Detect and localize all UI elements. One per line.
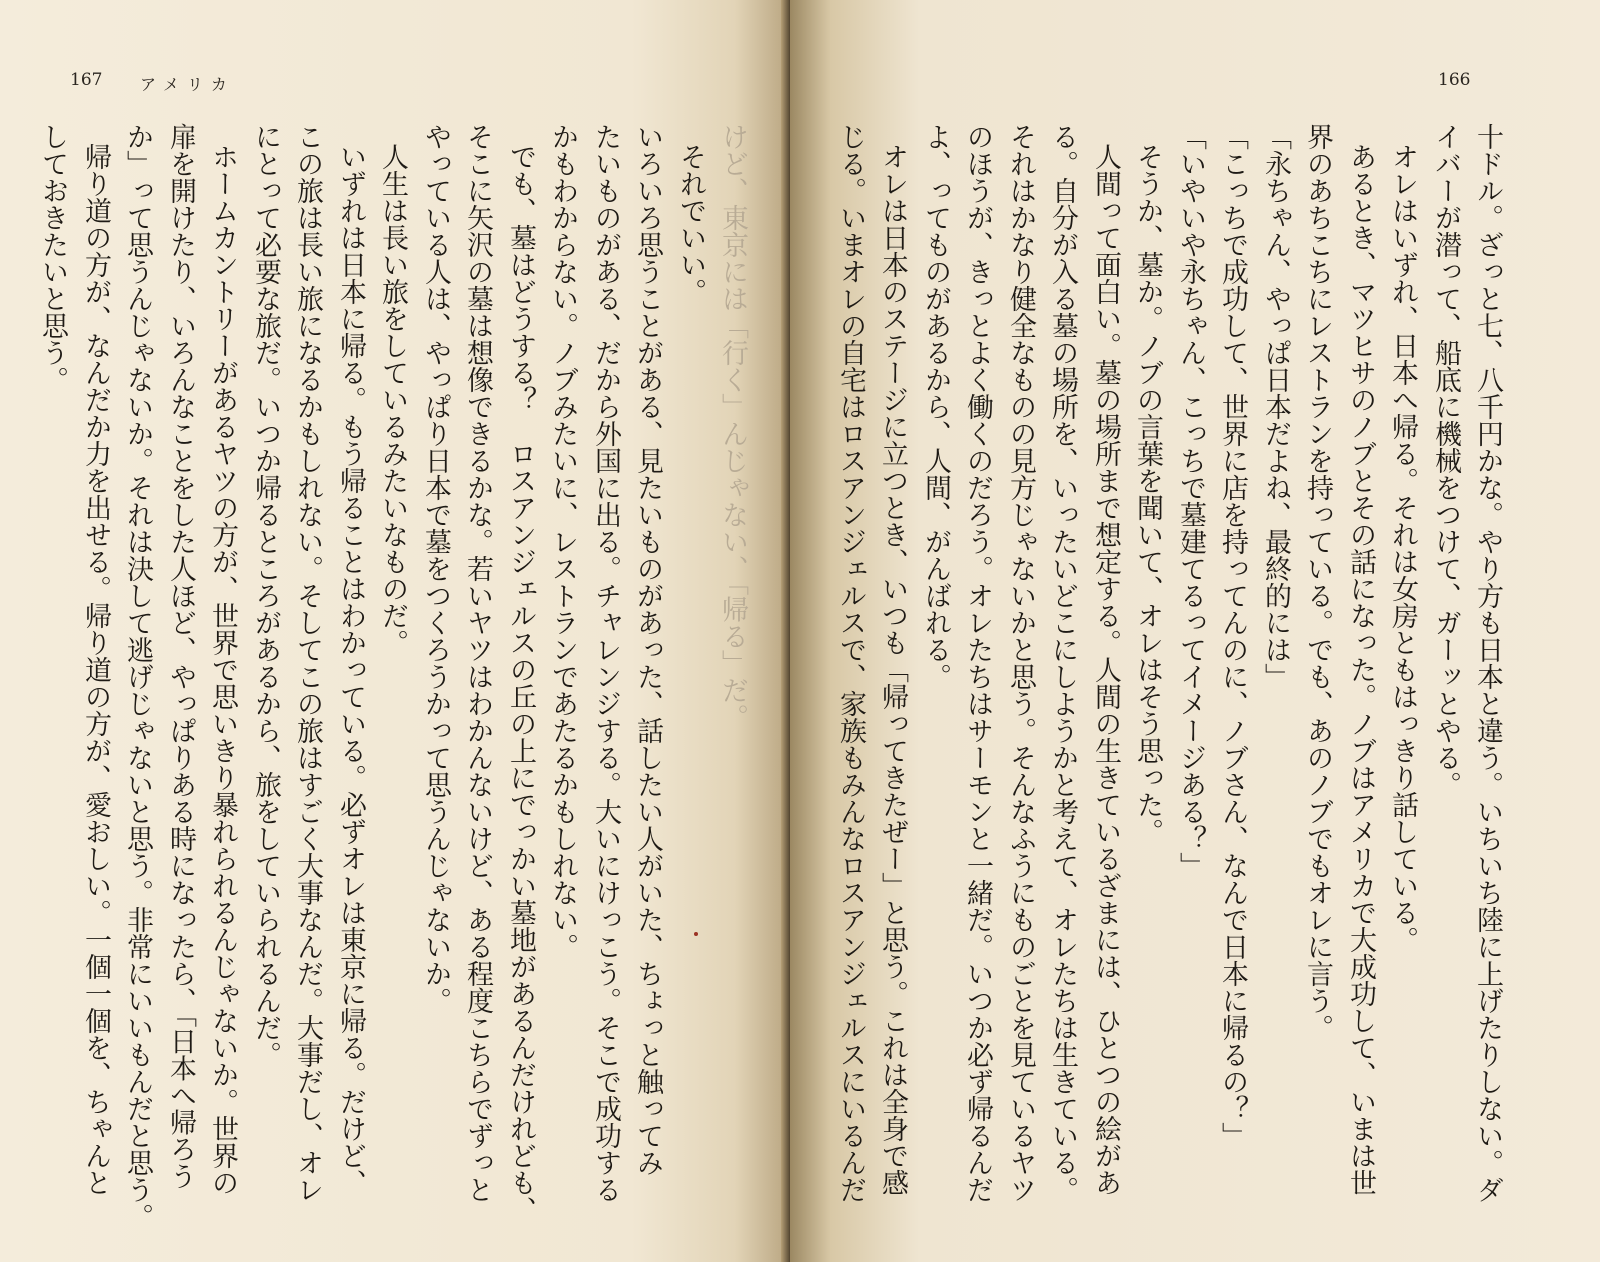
text-column: けど、東京には「行く」んじゃない、「帰る」だ。 [717,123,748,731]
text-column: いろいろ思うことがある、見たいものがあった、話したい人がいた、ちょっと触ってみ [632,123,663,1176]
text-column: あるとき、マツヒサのノブとその話になった。ノブはアメリカで大成功して、いまは世 [1345,143,1376,1196]
text-column: やっている人は、やっぱり日本で墓をつくろうかって思うんじゃないか。 [420,123,451,1014]
text-column: イバーが潜って、船底に機械をつけて、ガーッとやる。 [1430,123,1461,798]
text-column: 界のあちこちにレストランを持っている。でも、あのノブでもオレに言う。 [1302,123,1333,1041]
text-column: 帰り道の方が、なんだか力を出せる。帰り道の方が、愛おしい。一個一個を、ちゃんと [80,143,111,1196]
page-number: 166 [1438,70,1471,90]
text-column: この旅は長い旅になるかもしれない。そしてこの旅はすごく大事なんだ。大事だし、オレ [292,123,323,1203]
ink-speck [694,932,698,936]
text-column: 十ドル。ざっと七、八千円かな。やり方も日本と違う。いちいち陸に上げたりしない。ダ [1472,123,1503,1203]
text-column: ホームカントリーがあるヤツの方が、世界で思いきり暴れられるんじゃないか。世界の [207,143,238,1196]
text-column: そうか、墓か。ノブの言葉を聞いて、オレはそう思った。 [1132,143,1163,845]
text-column: オレはいずれ、日本へ帰る。それは女房ともはっきり話している。 [1387,143,1418,953]
text-column: でも、墓はどうする？ ロスアンジェルスの丘の上にでっかい墓地があるんだけれども、 [505,143,536,1223]
text-column: にとって必要な旅だ。いつか帰るところがあるから、旅をしていられるんだ。 [250,123,281,1068]
text-column: じる。いまオレの自宅はロスアンジェルスで、家族もみんなロスアンジェルスにいるんだ [835,123,866,1203]
text-column: か」って思うんじゃないか。それは決して逃げじゃないと思う。非常にいいもんだと思う。 [122,123,153,1230]
text-column: る。自分が入る墓の場所を、いったいどこにしようかと考えて、オレたちは生きている。 [1047,123,1078,1203]
text-column: いずれは日本に帰る。もう帰ることはわかっている。必ずオレは東京に帰る。だけど、 [335,143,366,1196]
text-column: そこに矢沢の墓は想像できるかな。若いヤツはわかんないけど、ある程度こちらでずっと [462,123,493,1203]
text-column: それでいい。 [675,143,706,305]
text-column: しておきたいと思う。 [37,123,68,393]
running-head: アメリカ [140,75,235,94]
left-page [0,0,790,1262]
text-column: たいものがある、だから外国に出る。チャレンジする。大いにけっこう。そこで成功する [590,123,621,1203]
right-page [790,0,1600,1262]
text-column: それはかなり健全なものの見方じゃないかと思う。そんなふうにものごとを見ているヤツ [1005,123,1036,1203]
text-column: 「いやいや永ちゃん、こっちで墓建てるってイメージある？」 [1175,123,1206,879]
text-column: 「こっちで成功して、世界に店を持ってんのに、ノブさん、なんで日本に帰るの？」 [1217,123,1248,1149]
text-column: かもわからない。ノブみたいに、レストランであたるかもしれない。 [547,123,578,960]
page-number: 167 [70,70,103,90]
text-column: 扉を開けたり、いろんなことをした人ほど、やっぱりある時になったら、「日本へ帰ろう [165,123,196,1190]
text-column: 人生は長い旅をしているみたいなものだ。 [377,143,408,656]
text-column: 人間って面白い。墓の場所まで想定する。人間の生きているざまには、ひとつの絵があ [1090,143,1121,1196]
text-column: 「永ちゃん、やっぱ日本だよね、最終的には」 [1260,123,1291,690]
text-column: オレは日本のステージに立つとき、いつも「帰ってきたぜー」と思う。これは全身で感 [877,143,908,1196]
text-column: のほうが、きっとよく働くのだろう。オレたちはサーモンと一緒だ。いつか必ず帰るんだ [962,123,993,1203]
text-column: よ、ってものがあるから、人間、がんばれる。 [920,123,951,690]
